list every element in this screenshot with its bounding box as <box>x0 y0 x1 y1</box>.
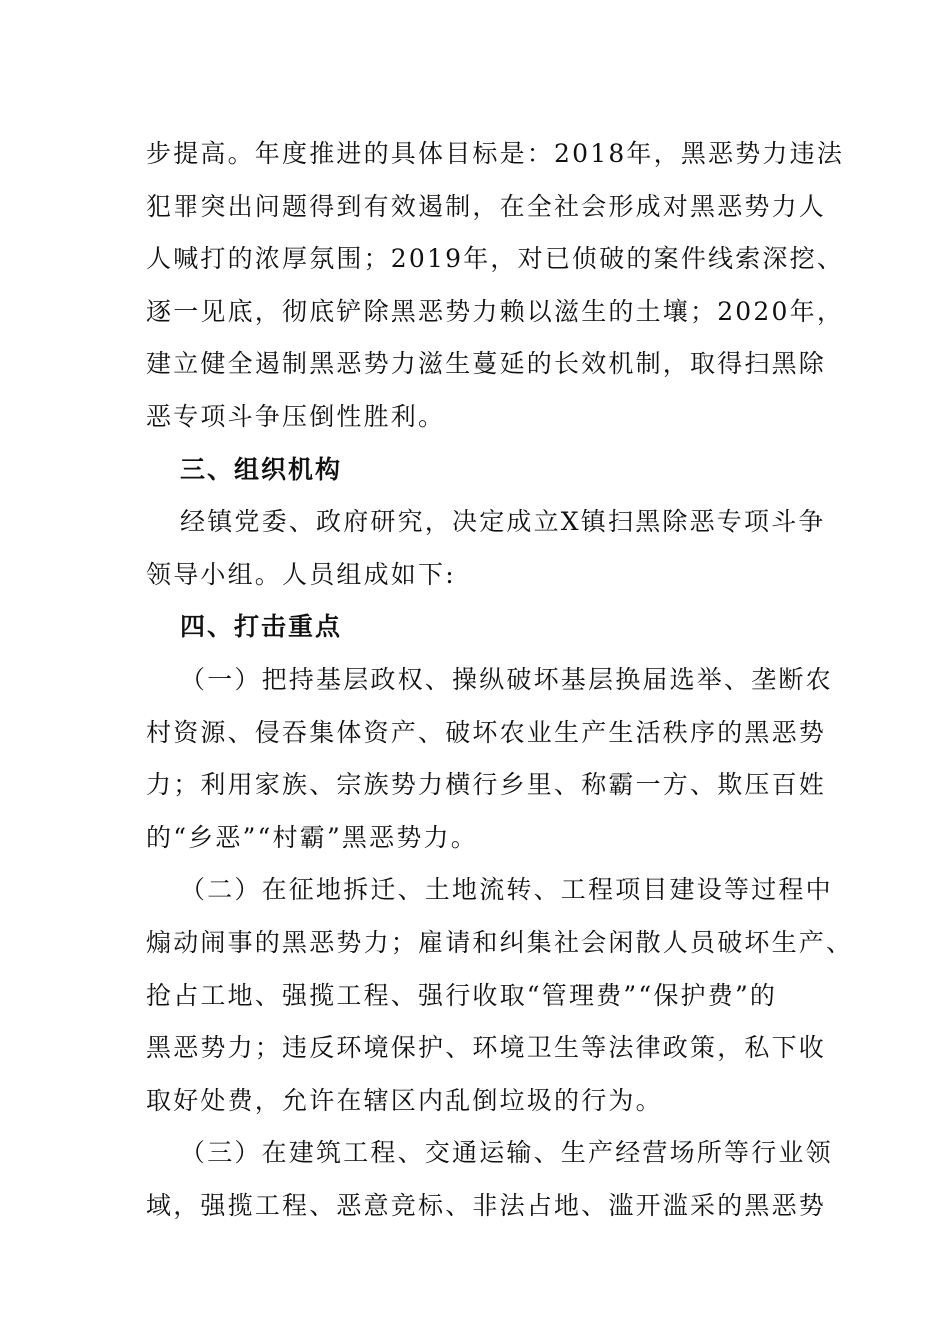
document-body <box>146 128 854 1232</box>
paragraph-line: （三）在建筑工程、交通运输、生产经营场所等行业领 <box>180 1138 833 1168</box>
paragraph-line: （一）把持基层政权、操纵破坏基层换届选举、垄断农 <box>180 664 833 694</box>
paragraph-line: 煽动闹事的黑恶势力；雇请和纠集社会闲散人员破坏生产、 <box>146 927 854 957</box>
paragraph-line: 步提高。年度推进的具体目标是：2018年，黑恶势力违法 <box>146 139 845 168</box>
paragraph-line: 领导小组。人员组成如下: <box>146 559 456 589</box>
paragraph-line: 恶专项斗争压倒性胜利。 <box>146 401 446 431</box>
paragraph-line: 人喊打的浓厚氛围；2019年，对已侦破的案件线索深挖、 <box>146 244 845 274</box>
paragraph-line: 犯罪突出问题得到有效遏制，在全社会形成对黑恶势力人 <box>146 191 827 221</box>
paragraph-line: 逐一见底，彻底铲除黑恶势力赖以滋生的土壤；2020年， <box>146 296 845 326</box>
paragraph-line: 域，强揽工程、恶意竞标、非法占地、滥开滥采的黑恶势 <box>146 1190 827 1220</box>
section-heading-key-targets: 四、打击重点 <box>180 612 343 642</box>
paragraph-line: 力；利用家族、宗族势力横行乡里、称霸一方、欺压百姓 <box>146 770 827 800</box>
section-heading-organization: 三、组织机构 <box>180 454 343 484</box>
paragraph-line: 取好处费，允许在辖区内乱倒垃圾的行为。 <box>146 1085 663 1115</box>
paragraph-line: 建立健全遏制黑恶势力滋生蔓延的长效机制，取得扫黑除 <box>146 349 827 379</box>
paragraph-line: （二）在征地拆迁、土地流转、工程项目建设等过程中 <box>180 875 833 905</box>
paragraph-line: 黑恶势力；违反环境保护、环境卫生等法律政策，私下收 <box>146 1033 827 1063</box>
paragraph-line: 的“乡恶”“村霸”黑恶势力。 <box>146 822 478 852</box>
paragraph-line: 经镇党委、政府研究，决定成立X镇扫黑除恶专项斗争 <box>180 507 826 537</box>
paragraph-line: 村资源、侵吞集体资产、破坏农业生产生活秩序的黑恶势 <box>146 717 827 747</box>
paragraph-line: 抢占工地、强揽工程、强行收取“管理费”“保护费”的 <box>146 980 778 1010</box>
